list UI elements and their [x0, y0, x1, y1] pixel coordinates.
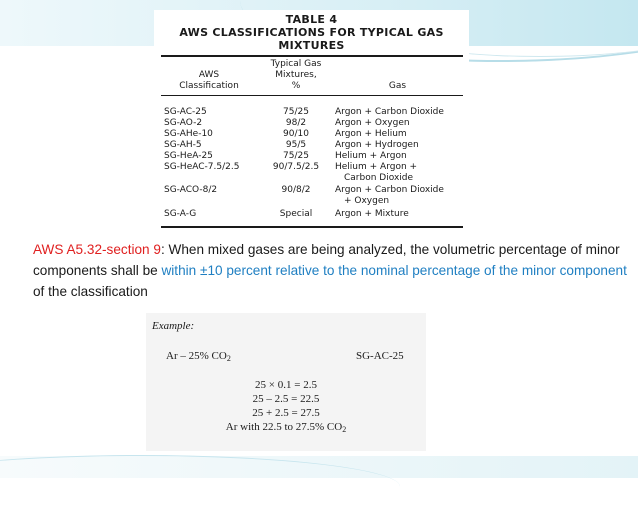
aws-section-reference: AWS A5.32-section 9 [33, 242, 161, 257]
header-classification [164, 70, 254, 92]
header-gas-line: Gas [388, 81, 407, 91]
cell-classification: SG-AHe-10 [164, 129, 213, 139]
result-text: Ar with 22.5 to 27.5% CO [225, 421, 343, 433]
cell-mixture: 90/7.5/2.5 [272, 162, 320, 172]
mixture-subscript: 2 [226, 354, 231, 363]
calc-line: 25 – 2.5 = 22.5 [252, 393, 320, 405]
cell-gas: Argon + Carbon Dioxide [335, 107, 444, 117]
tolerance-highlight: within ±10 percent relative to the nominal percentage of the minor component [161, 263, 627, 278]
cell-gas: + Oxygen [344, 196, 390, 206]
cell-classification: SG-ACO-8/2 [164, 185, 218, 195]
paragraph-text: When mixed gases are being analyzed, the volumetric percentage of minor components shall be [33, 242, 620, 278]
cell-mixture: 75/25 [283, 107, 309, 117]
header-mixtures-line: Mixtures, [275, 70, 317, 80]
cell-gas: Argon + Hydrogen [335, 140, 419, 150]
cell-classification: SG-AO-2 [164, 118, 203, 128]
cell-mixture: Special [279, 209, 313, 219]
calc-result [146, 421, 426, 434]
table-header-rule [161, 95, 463, 96]
cell-mixture: 90/8/2 [281, 185, 311, 195]
header-classification-line: Classification [179, 81, 239, 91]
cell-mixture: 95/5 [285, 140, 307, 150]
header-mixtures-line: Typical Gas [270, 59, 322, 69]
specification-paragraph [33, 239, 633, 302]
cell-classification: SG-AC-25 [164, 107, 207, 117]
cell-mixture: 75/25 [283, 151, 309, 161]
mixture-text: Ar – 25% CO [166, 350, 227, 362]
cell-gas: Argon + Helium [335, 129, 407, 139]
header-mixtures-line: % [291, 81, 301, 91]
cell-classification: SG-HeA-25 [164, 151, 213, 161]
table-top-rule [161, 55, 463, 57]
table-title: AWS CLASSIFICATIONS FOR TYPICAL GAS [179, 26, 444, 39]
example-calculation [146, 313, 426, 451]
header-gas [335, 81, 460, 92]
example-mixture [166, 350, 231, 363]
cell-gas: Helium + Argon [335, 151, 407, 161]
cell-gas: Carbon Dioxide [344, 173, 414, 183]
cell-gas: Argon + Mixture [335, 209, 409, 219]
table-bottom-rule [161, 226, 463, 228]
header-classification-line: AWS [198, 70, 220, 80]
paragraph-colon: : [160, 242, 165, 257]
aws-classification-table [154, 10, 469, 236]
example-classification: SG-AC-25 [356, 350, 404, 362]
cell-classification: SG-HeAC-7.5/2.5 [164, 162, 240, 172]
cell-gas: Argon + Oxygen [335, 118, 410, 128]
cell-gas: Helium + Argon + [335, 162, 418, 172]
result-subscript: 2 [342, 425, 347, 434]
calc-line: 25 + 2.5 = 27.5 [252, 407, 320, 419]
table-title-number: TABLE 4 [285, 13, 338, 26]
example-label: Example: [152, 320, 195, 332]
cell-classification: SG-AH-5 [164, 140, 202, 150]
paragraph-text-end: of the classification [33, 284, 148, 299]
cell-gas: Argon + Carbon Dioxide [335, 185, 444, 195]
cell-classification: SG-A-G [164, 209, 197, 219]
cell-mixture: 98/2 [285, 118, 307, 128]
header-mixtures [260, 59, 332, 92]
calc-line: 25 × 0.1 = 2.5 [255, 379, 317, 391]
cell-mixture: 90/10 [283, 129, 309, 139]
table-title-continued: MIXTURES [278, 39, 345, 52]
